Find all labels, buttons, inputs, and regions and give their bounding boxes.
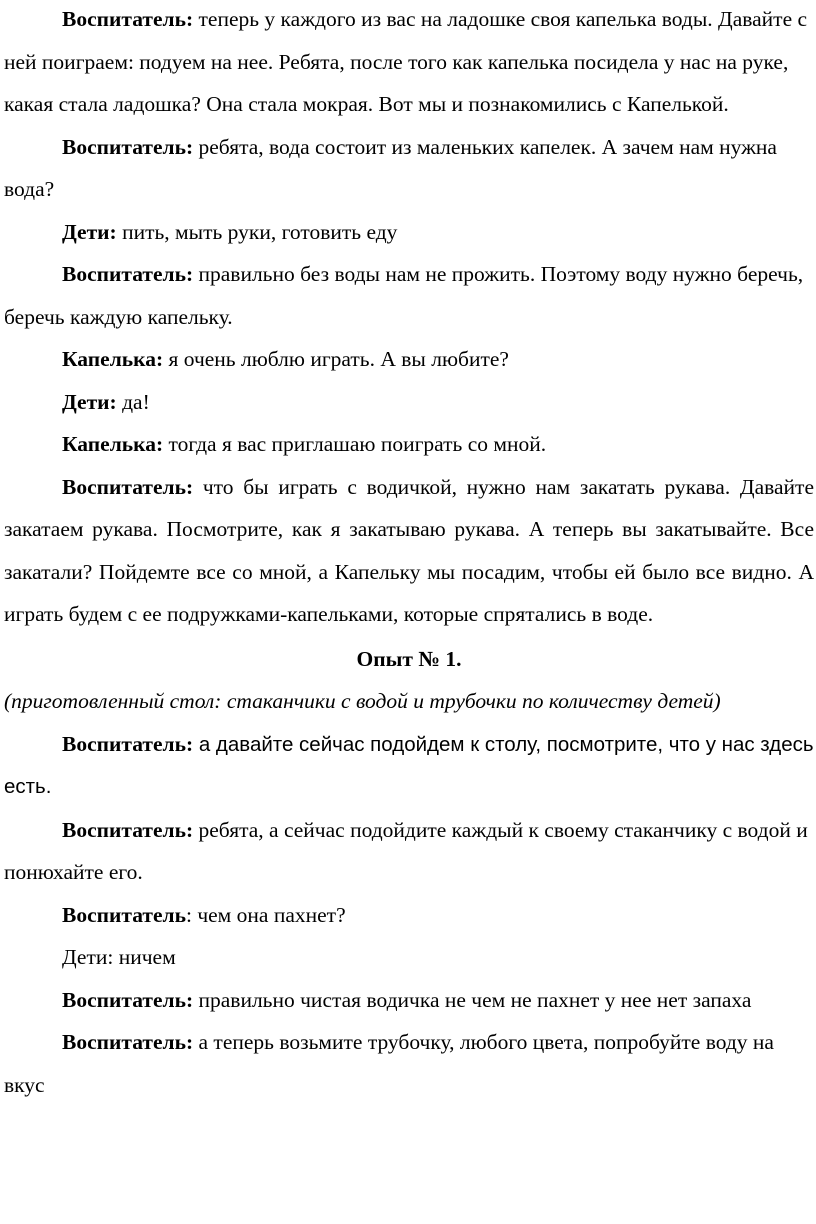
speaker-label: Воспитатель: [62,474,194,499]
experiment-heading: Опыт № 1. [356,646,462,671]
paragraph-10 [4,809,814,894]
paragraph-6 [4,381,814,424]
speaker-label: Дети: [62,219,117,244]
speaker-label: Воспитатель: [62,7,194,31]
setup-note: (приготовленный стол: стаканчики с водой и трубочки по количеству детей) [4,689,721,713]
paragraph-text: да! [116,389,150,414]
paragraph-13 [4,979,814,1022]
paragraph-text: теперь у каждого из вас на ладошке своя капелька воды. Давайте с ней поиграем: подуем на нее. Ребята, после того как капелька посидела у нас на руке, какая стала ладошка? Она стала мокрая. Вот мы и познакомились с Капелькой. [4,7,808,116]
paragraph-text: что бы играть с водичкой, нужно нам закатать рукава. Давайте закатаем рукава. Посмотрите, как я закатываю рукава. А теперь вы закатывайте. Все закатали? Пойдемте все со мной, а Капельку мы посадим, чтобы ей было все видно. А играть будем с ее подружками-капельками, которые спрятались в воде. [4,474,814,626]
paragraph-7 [4,423,814,466]
speaker-label: Воспитатель: [62,134,194,159]
paragraph-text: ребята, вода состоит из маленьких капелек. А зачем нам нужна вода? [4,134,777,201]
speaker-label: Капелька: [62,432,164,456]
speaker-label: Воспитатель: [62,1030,194,1054]
paragraph-3 [4,211,814,254]
paragraph-8 [4,466,814,636]
paragraph-9 [4,723,814,809]
paragraph-12 [4,936,814,979]
speaker-label: Воспитатель: [62,987,194,1012]
paragraph-text: тогда я вас приглашаю поиграть со мной. [163,432,547,456]
speaker-label: Воспитатель [62,902,186,927]
paragraph-14 [4,1021,814,1106]
paragraph-1 [4,0,814,126]
paragraph-text: а теперь возьмите трубочку, любого цвета, попробуйте воду на вкус [4,1030,774,1097]
paragraph-11 [4,894,814,937]
paragraph-text: а давайте сейчас подойдем к столу, посмотрите, что у нас здесь есть. [4,732,814,798]
paragraph-2 [4,126,814,211]
paragraph-text: правильно чистая водичка не чем не пахнет у нее нет запаха [193,987,752,1012]
paragraph-text: пить, мыть руки, готовить еду [116,219,398,244]
speaker-label: Воспитатель: [62,262,194,286]
speaker-label: Капелька: [62,347,164,371]
document-page [4,0,814,1106]
speaker-label: Дети: [62,389,117,414]
paragraph-text: правильно без воды нам не прожить. Поэтому воду нужно беречь, беречь каждую капельку. [4,262,804,329]
paragraph-text: ребята, а сейчас подойдите каждый к своему стаканчику с водой и понюхайте его. [4,817,808,884]
speaker-label: Воспитатель: [62,817,194,842]
paragraph-5 [4,338,814,381]
speaker-label: Воспитатель: [62,731,194,756]
paragraph-text: Дети: ничем [62,945,176,969]
paragraph-text: : чем она пахнет? [185,902,346,927]
paragraph-text: я очень люблю играть. А вы любите? [163,347,509,371]
paragraph-4 [4,253,814,338]
